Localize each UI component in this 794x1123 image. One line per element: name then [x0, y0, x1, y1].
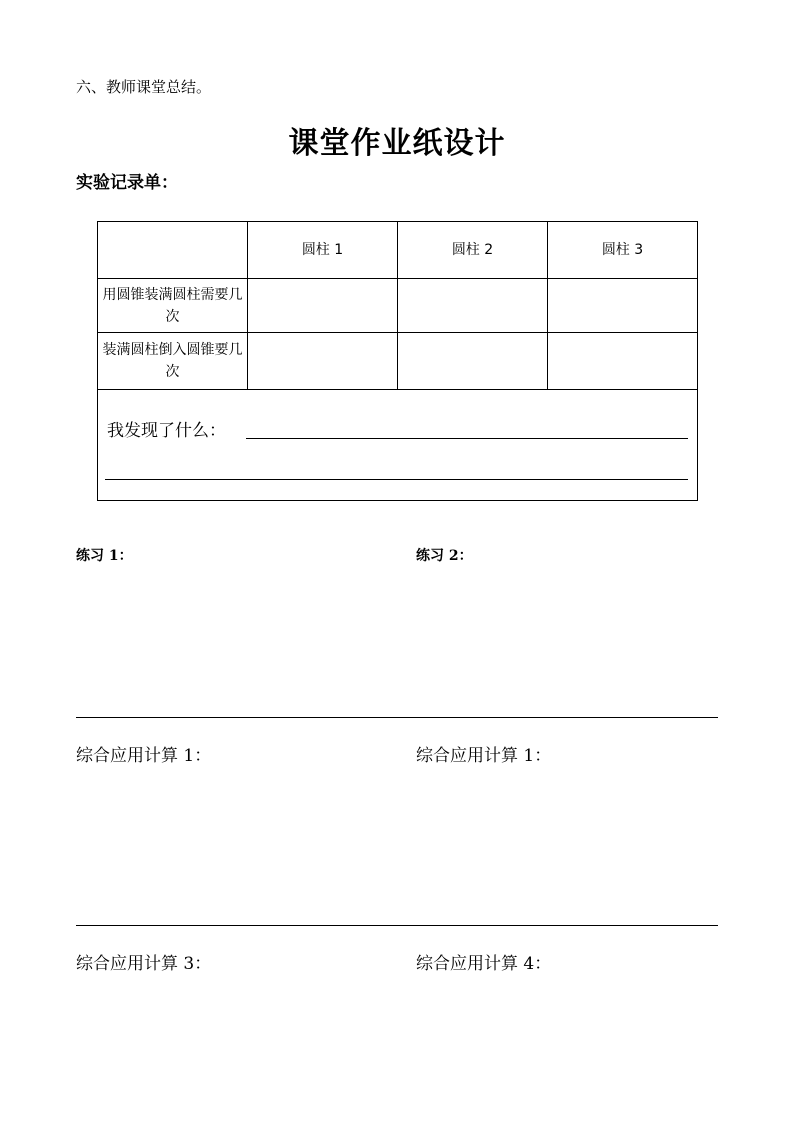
table-header-row [98, 222, 698, 279]
answer-line[interactable] [246, 438, 688, 439]
discovery-cell [98, 390, 698, 501]
calculation-4-label: 综合应用计算 4： [416, 954, 552, 974]
discovery-label: 我发现了什么： [107, 421, 226, 441]
answer-cell[interactable] [398, 333, 548, 390]
header-cell-cylinder-1: 圆柱 1 [248, 222, 398, 279]
practice-1-label: 练习 1： [76, 548, 133, 564]
section-divider [76, 717, 718, 718]
summary-heading: 六、教师课堂总结。 [76, 78, 212, 96]
calculation-1-label: 综合应用计算 1： [76, 746, 212, 766]
header-cell-cylinder-3: 圆柱 3 [548, 222, 698, 279]
record-sheet-label: 实验记录单： [76, 173, 178, 193]
answer-line[interactable] [105, 479, 688, 480]
experiment-record-table [97, 221, 698, 501]
answer-cell[interactable] [398, 279, 548, 333]
calculation-2-label: 综合应用计算 1： [416, 746, 552, 766]
calculation-3-label: 综合应用计算 3： [76, 954, 212, 974]
page-title: 课堂作业纸设计 [288, 126, 506, 161]
header-cell-empty [98, 222, 248, 279]
discovery-row [98, 390, 698, 501]
practice-2-label: 练习 2： [416, 548, 473, 564]
row-label-cone-into-cylinder: 用圆锥装满圆柱需要几次 [98, 279, 248, 333]
row-label-cylinder-into-cone: 装满圆柱倒入圆锥要几次 [98, 333, 248, 390]
answer-cell[interactable] [548, 333, 698, 390]
answer-cell[interactable] [248, 279, 398, 333]
section-divider [76, 925, 718, 926]
answer-cell[interactable] [248, 333, 398, 390]
table-row [98, 279, 698, 333]
answer-cell[interactable] [548, 279, 698, 333]
header-cell-cylinder-2: 圆柱 2 [398, 222, 548, 279]
table-row [98, 333, 698, 390]
